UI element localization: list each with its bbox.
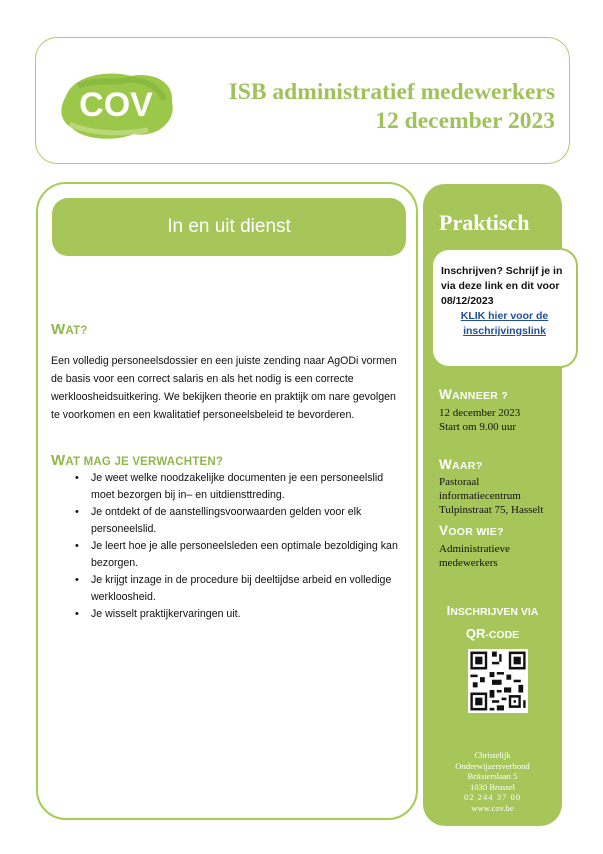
section-banner: In en uit dienst [52, 198, 406, 256]
qr-code-icon [468, 649, 528, 713]
footer-line: Britsierslaan 5 [467, 771, 518, 781]
expectations-list [51, 470, 403, 623]
svg-text:COV: COV [79, 86, 153, 124]
title-line-1: ISB administratief medewerkers [228, 79, 555, 105]
registration-box [431, 248, 578, 368]
footer-line: 1030 Brussel [469, 781, 516, 792]
footer-line: Christelijk [474, 750, 511, 760]
cov-logo [56, 66, 178, 142]
registration-text: Inschrijven? Schrijf je in via deze link en dit voor 08/12/2023 [441, 265, 563, 307]
list-item: • Je krijgt inzage in de procedure bij deeltijdse arbeid en volledige werkloosheid. [51, 572, 403, 606]
waar-venue: Pastoraal informatiecentrum [439, 476, 521, 502]
page-title [229, 78, 555, 136]
list-item: • Je leert hoe je alle personeelsleden een optimale bezoldiging kan bezorgen. [51, 538, 403, 572]
wanneer-text [439, 406, 559, 434]
wat-text: Een volledig personeelsdossier en een juiste zending naar AgODi vormen de basis voor een correct salaris en als het nodig is een correcte werkloosheidsuitkering. We bekijken theorie en praktijk om nare gevolgen te voorkomen en een kwalitatief personeelsbeleid te bevorderen. [51, 355, 397, 421]
list-item: • Je weet welke noodzakelijke documenten je een personeelslid moet bezorgen bij in– en uitdiensttreding. [51, 470, 403, 504]
list-item: • Je ontdekt of de aanstellingsvoorwaarden gelden voor elk personeelslid. [51, 504, 403, 538]
verwacht-heading: WAT MAG JE VERWACHTEN? [51, 452, 224, 469]
list-item: • Je wisselt praktijkervaringen uit. [51, 606, 403, 623]
footer-line: 02 244 37 00 [463, 792, 522, 802]
qr-code[interactable] [468, 649, 528, 713]
wanneer-time: Start om 9.00 uur [439, 421, 516, 433]
voorwie-heading: VOOR WIE? [439, 523, 504, 538]
footer-address [423, 750, 562, 813]
qr-heading: INSCHRIJVEN VIA QR-CODE [446, 603, 539, 641]
waar-heading: WAAR? [439, 457, 483, 472]
wanneer-date: 12 december 2023 [439, 407, 521, 419]
footer-line[interactable]: www.cov.be [471, 802, 514, 813]
header [35, 37, 570, 164]
main-content [36, 182, 418, 820]
footer-line: Onderwijzersverbond [455, 760, 530, 771]
wat-heading: WAT? [51, 321, 88, 338]
waar-text [439, 475, 559, 517]
title-line-2: 12 december 2023 [375, 108, 555, 134]
voorwie-text: Administratieve medewerkers [439, 543, 510, 569]
registration-link[interactable]: KLIK hier voor de inschrijvingslink [460, 310, 549, 337]
waar-address: Tulpinstraat 75, Hasselt [439, 504, 544, 516]
wanneer-heading: WANNEER ? [439, 387, 509, 402]
sidebar-title: Praktisch [439, 210, 530, 235]
